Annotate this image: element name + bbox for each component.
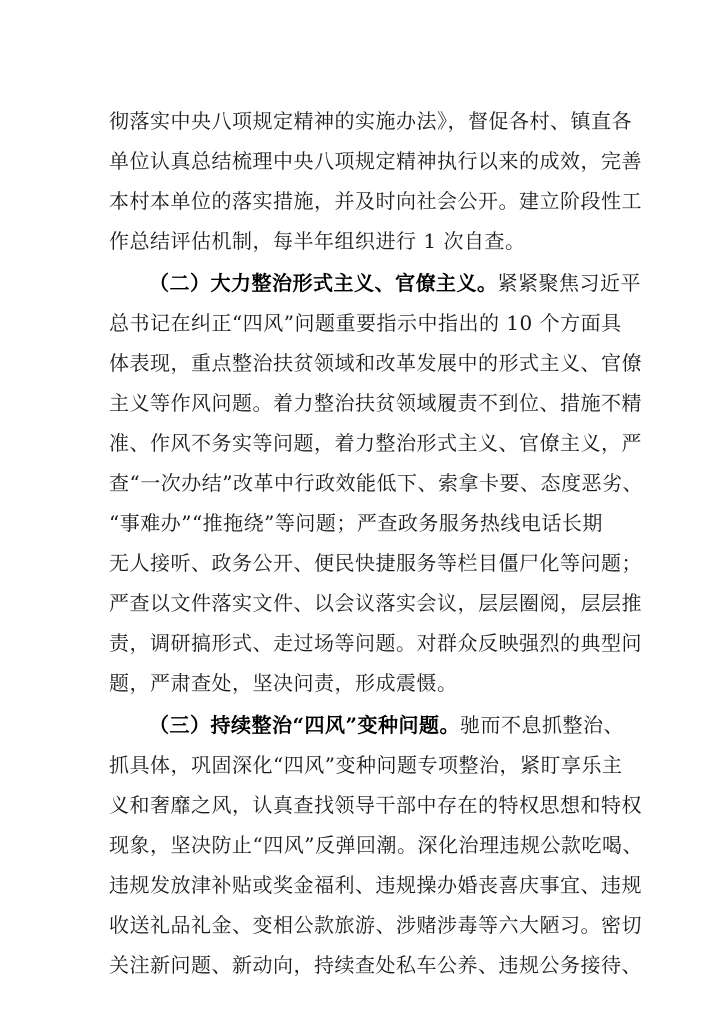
text-line: 现象，坚决防止“四风”反弹回潮。深化治理违规公款吃喝、 bbox=[109, 833, 643, 857]
text-line: 主义等作风问题。着力整治扶贫领域履责不到位、措施不精 bbox=[109, 391, 642, 415]
text-line: 收送礼品礼金、变相公款旅游、涉赌涉毒等六大陋习。密切 bbox=[109, 913, 642, 937]
text-line: 准、作风不务实等问题，着力整治形式主义、官僚主义，严 bbox=[109, 431, 642, 455]
text-span: 紧紧聚焦习近平 bbox=[497, 271, 641, 295]
paragraph-first-line bbox=[149, 263, 641, 303]
text-line: 抓具体，巩固深化“四风”变种问题专项整治，紧盯享乐主 bbox=[109, 753, 623, 777]
text-line: 查“一次办结”改革中行政效能低下、索拿卡要、态度恶劣、 bbox=[109, 471, 643, 495]
text-span: 驰而不息抓整治、 bbox=[460, 713, 625, 737]
text-line: 彻落实中央八项规定精神的实施办法》，督促各村、镇直各 bbox=[109, 109, 632, 133]
text-line: 总书记在纠正“四风”问题重要指示中指出的 10 个方面具 bbox=[109, 311, 622, 335]
text-line: 严查以文件落实文件、以会议落实会议，层层圈阅，层层推 bbox=[109, 591, 642, 615]
section-heading: （三）持续整治“四风”变种问题。 bbox=[149, 713, 461, 737]
text-line: 无人接听、政务公开、便民快捷服务等栏目僵尸化等问题； bbox=[109, 551, 642, 575]
section-heading: （二）大力整治形式主义、官僚主义。 bbox=[149, 271, 498, 295]
text-line: 责，调研搞形式、走过场等问题。对群众反映强烈的典型问 bbox=[109, 631, 642, 655]
text-line: 作总结评估机制，每半年组织进行 1 次自查。 bbox=[109, 229, 526, 253]
text-line: 本村本单位的落实措施，并及时向社会公开。建立阶段性工 bbox=[109, 189, 642, 213]
paragraph-first-line bbox=[149, 705, 629, 745]
text-line: 题，严肃查处，坚决问责，形成震慑。 bbox=[109, 671, 458, 695]
text-line: “事难办”“推拖绕”等问题；严查政务服务热线电话长期 bbox=[109, 511, 603, 535]
text-line: 关注新问题、新动向，持续查处私车公养、违规公务接待、 bbox=[109, 953, 642, 977]
text-line: 义和奢靡之风，认真查找领导干部中存在的特权思想和特权 bbox=[109, 793, 642, 817]
text-line: 单位认真总结梳理中央八项规定精神执行以来的成效，完善 bbox=[109, 149, 642, 173]
text-line: 体表现，重点整治扶贫领域和改革发展中的形式主义、官僚 bbox=[109, 351, 642, 375]
text-line: 违规发放津补贴或奖金福利、违规操办婚丧喜庆事宜、违规 bbox=[109, 873, 642, 897]
